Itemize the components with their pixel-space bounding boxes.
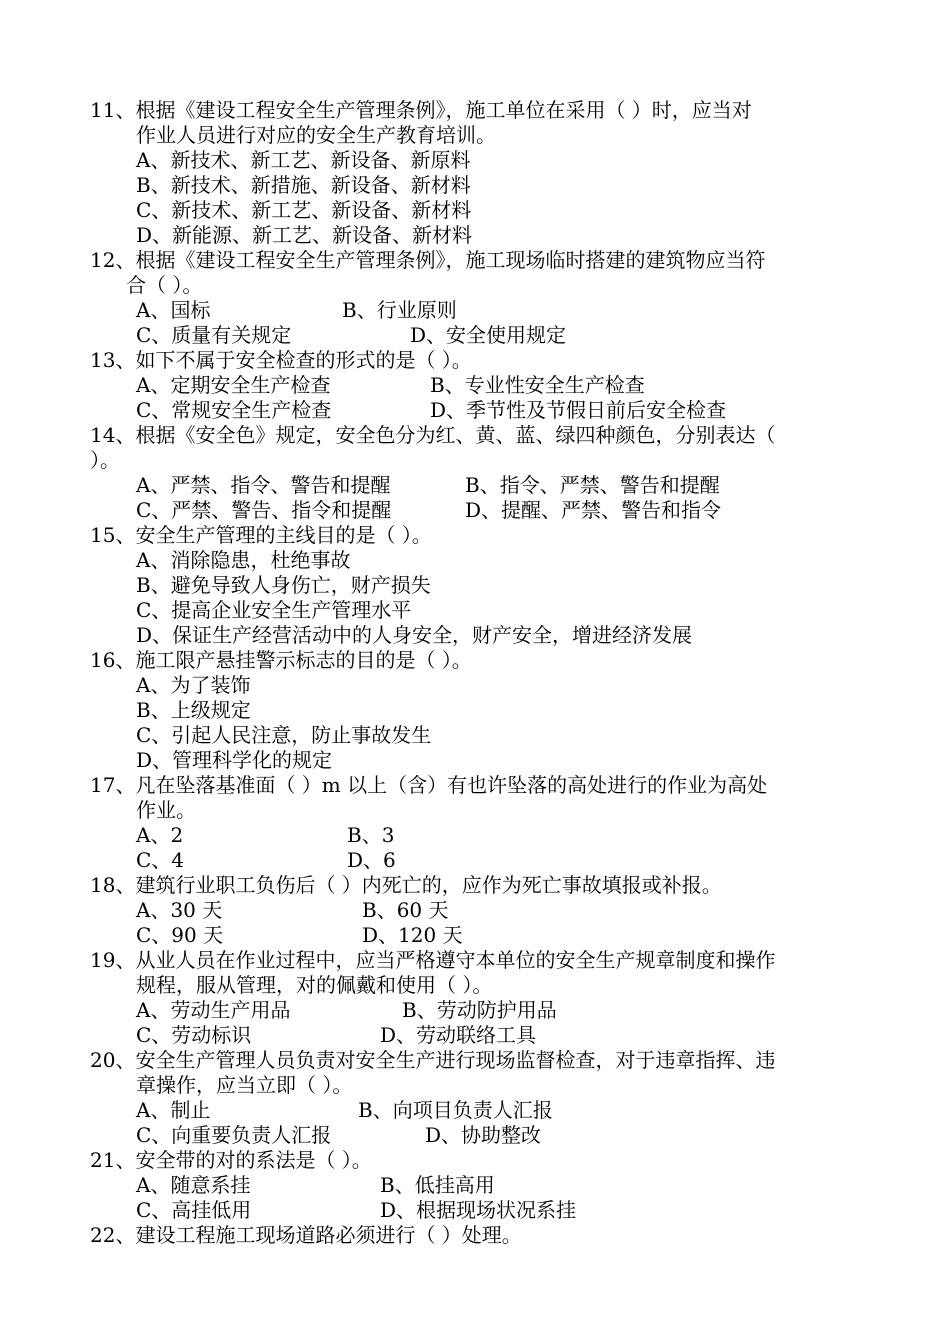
question-14-continuation: ）。: [90, 448, 120, 472]
question-16-option-b: B、上级规定: [136, 698, 251, 722]
question-17-option-d: D、6: [347, 848, 396, 872]
question-14-option-d: D、提醒、严禁、警告和指令: [465, 498, 722, 522]
question-20-continuation: 章操作，应当立即（ ）。: [136, 1073, 353, 1097]
question-20-option-a: A、制止: [136, 1098, 211, 1122]
question-11-stem: 11、根据《建设工程安全生产管理条例》，施工单位在采用（ ）时，应当对: [90, 98, 752, 122]
question-11-option-d: D、新能源、新工艺、新设备、新材料: [136, 223, 473, 247]
question-15-option-b: B、避免导致人身伤亡，财产损失: [136, 573, 431, 597]
question-12-continuation: 合（ ）。: [126, 273, 203, 297]
question-12-option-d: D、安全使用规定: [410, 323, 567, 347]
question-13-option-d: D、季节性及节假日前后安全检查: [430, 398, 727, 422]
question-17-option-a: A、2: [136, 823, 184, 847]
question-16-option-a: A、为了装饰: [136, 673, 251, 697]
question-13-option-c: C、常规安全生产检查: [136, 398, 332, 422]
question-15-option-d: D、保证生产经营活动中的人身安全，财产安全，增进经济发展: [136, 623, 693, 647]
question-16-stem: 16、施工限产悬挂警示标志的目的是（ ）。: [90, 648, 472, 672]
question-22-stem: 22、建设工程施工现场道路必须进行（ ）处理。: [90, 1223, 522, 1247]
question-19-option-d: D、劳动联络工具: [380, 1023, 537, 1047]
question-18-option-b: B、60 天: [362, 898, 449, 922]
question-18-stem: 18、建筑行业职工负伤后（ ）内死亡的，应作为死亡事故填报或补报。: [90, 873, 722, 897]
question-18-option-d: D、120 天: [362, 923, 463, 947]
question-21-stem: 21、安全带的对的系法是（ ）。: [90, 1148, 372, 1172]
question-18-option-c: C、90 天: [136, 923, 224, 947]
question-19-option-c: C、劳动标识: [136, 1023, 252, 1047]
question-11-continuation: 作业人员进行对应的安全生产教育培训。: [136, 123, 496, 147]
question-11-option-c: C、新技术、新工艺、新设备、新材料: [136, 198, 472, 222]
question-20-option-d: D、协助整改: [425, 1123, 542, 1147]
question-18-option-a: A、30 天: [136, 898, 223, 922]
question-21-option-c: C、高挂低用: [136, 1198, 252, 1222]
question-17-option-c: C、4: [136, 848, 185, 872]
question-13-option-b: B、专业性安全生产检查: [430, 373, 645, 397]
question-17-stem: 17、凡在坠落基准面（ ）m 以上（含）有也许坠落的高处进行的作业为高处: [90, 773, 768, 797]
question-15-option-c: C、提高企业安全生产管理水平: [136, 598, 412, 622]
question-21-option-a: A、随意系挂: [136, 1173, 251, 1197]
question-14-option-c: C、严禁、警告、指令和提醒: [136, 498, 392, 522]
question-20-stem: 20、安全生产管理人员负责对安全生产进行现场监督检查，对于违章指挥、违: [90, 1048, 776, 1072]
question-19-option-a: A、劳动生产用品: [136, 998, 291, 1022]
question-17-option-b: B、3: [347, 823, 395, 847]
question-15-stem: 15、安全生产管理的主线目的是（ ）。: [90, 523, 432, 547]
question-14-option-b: B、指令、严禁、警告和提醒: [465, 473, 720, 497]
question-19-continuation: 规程，服从管理，对的佩戴和使用（ ）。: [136, 973, 493, 997]
question-13-option-a: A、定期安全生产检查: [136, 373, 331, 397]
question-12-stem: 12、根据《建设工程安全生产管理条例》，施工现场临时搭建的建筑物应当符: [90, 248, 766, 272]
question-14-stem: 14、根据《安全色》规定，安全色分为红、黄、蓝、绿四种颜色，分别表达（: [90, 423, 776, 447]
question-11-option-b: B、新技术、新措施、新设备、新材料: [136, 173, 471, 197]
question-21-option-d: D、根据现场状况系挂: [380, 1198, 577, 1222]
question-16-option-c: C、引起人民注意，防止事故发生: [136, 723, 432, 747]
question-13-stem: 13、如下不属于安全检查的形式的是（ ）。: [90, 348, 472, 372]
question-12-option-b: B、行业原则: [342, 298, 457, 322]
question-12-option-a: A、国标: [136, 298, 211, 322]
question-19-option-b: B、劳动防护用品: [402, 998, 557, 1022]
question-15-option-a: A、消除隐患，杜绝事故: [136, 548, 351, 572]
question-20-option-c: C、向重要负责人汇报: [136, 1123, 332, 1147]
question-19-stem: 19、从业人员在作业过程中，应当严格遵守本单位的安全生产规章制度和操作: [90, 948, 776, 972]
question-14-option-a: A、严禁、指令、警告和提醒: [136, 473, 391, 497]
question-12-option-c: C、质量有关规定: [136, 323, 292, 347]
question-11-option-a: A、新技术、新工艺、新设备、新原料: [136, 148, 471, 172]
question-17-continuation: 作业。: [136, 798, 196, 822]
question-20-option-b: B、向项目负责人汇报: [358, 1098, 553, 1122]
question-21-option-b: B、低挂高用: [380, 1173, 495, 1197]
question-16-option-d: D、管理科学化的规定: [136, 748, 333, 772]
